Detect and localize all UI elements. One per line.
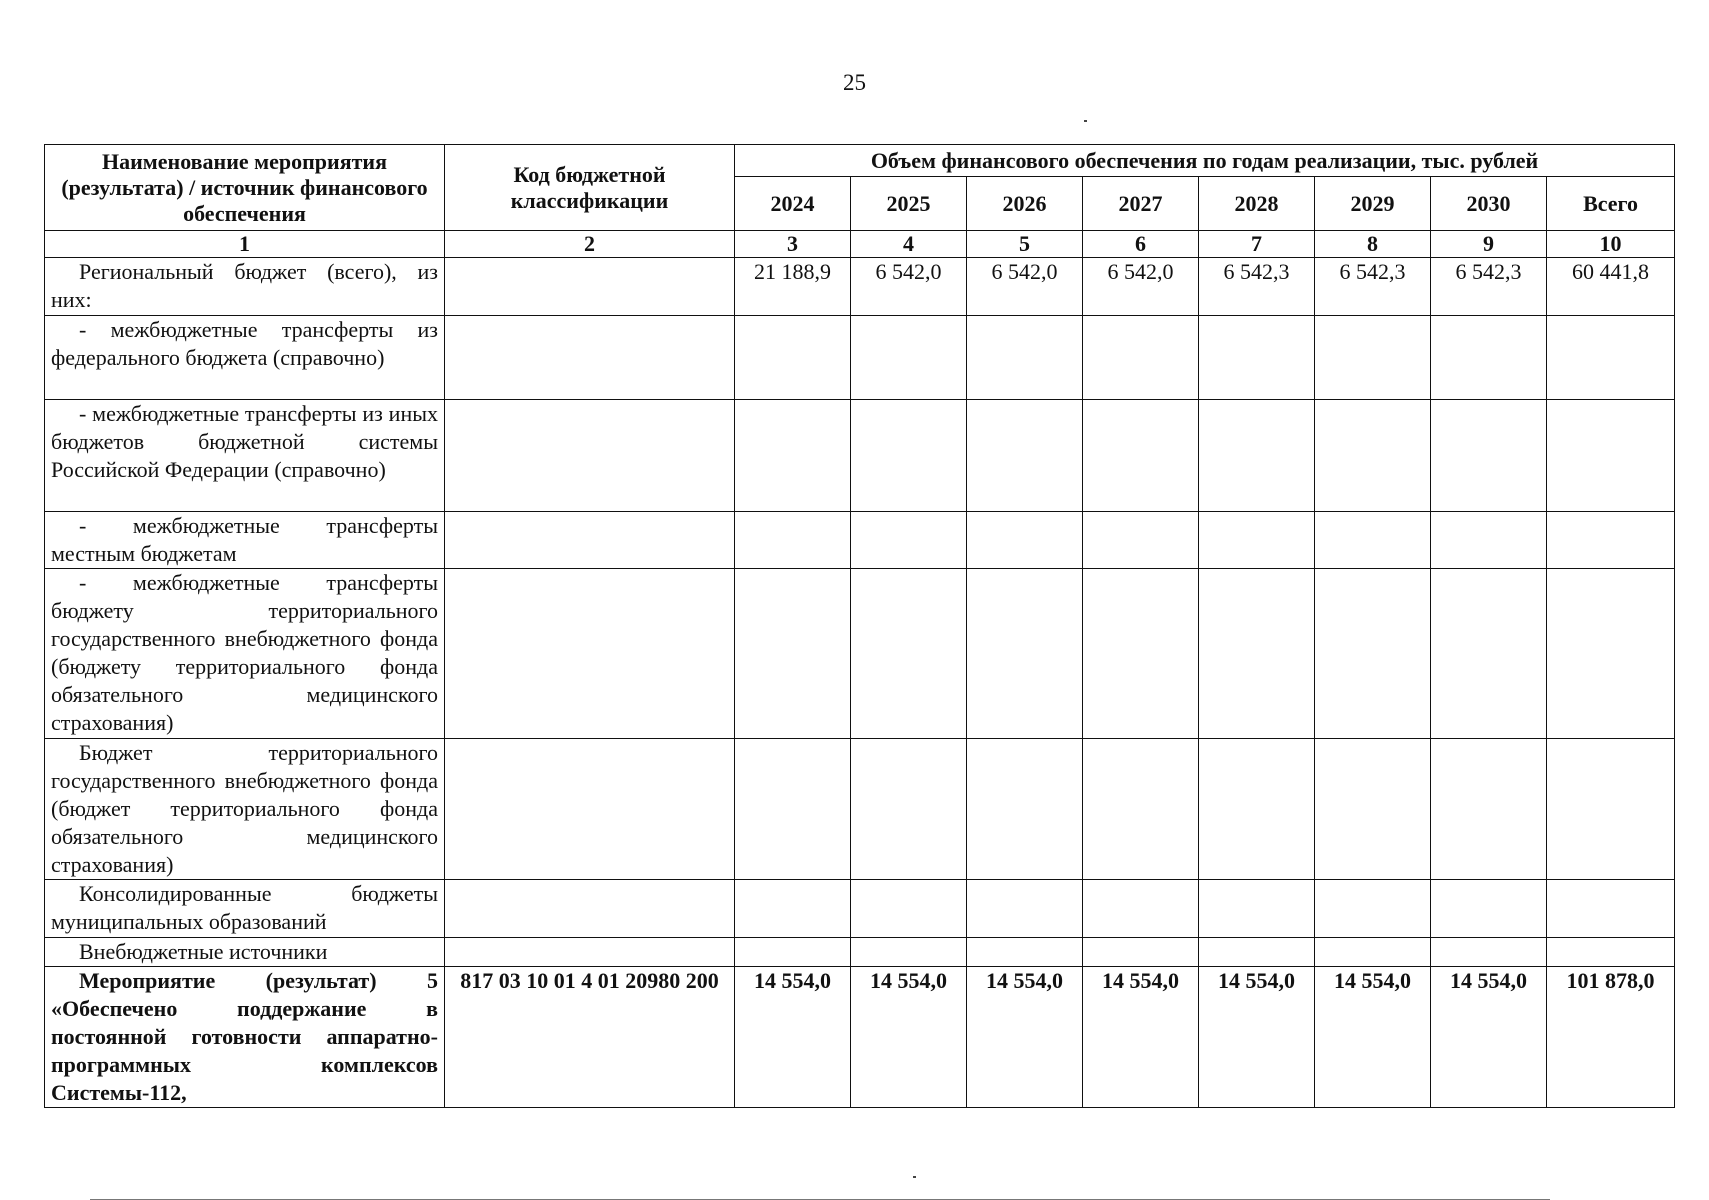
row-code xyxy=(445,569,735,739)
row-value: 6 542,0 xyxy=(967,258,1083,316)
row-name: Бюджет территориального государственного внебюджетного фонда (бюджет территориального фонда обязательного медицинского страхования) xyxy=(45,739,445,880)
table-row xyxy=(45,316,1675,400)
row-value xyxy=(1083,569,1199,739)
row-value xyxy=(967,400,1083,512)
row-value xyxy=(1199,938,1315,967)
row-code xyxy=(445,938,735,967)
column-number: 6 xyxy=(1083,231,1199,258)
row-value xyxy=(1199,400,1315,512)
scan-speck xyxy=(1084,120,1087,122)
row-code xyxy=(445,739,735,880)
row-value: 6 542,3 xyxy=(1315,258,1431,316)
table-row xyxy=(45,967,1675,1108)
row-total xyxy=(1547,316,1675,400)
row-name: - межбюджетные трансферты из иных бюджетов бюджетной системы Российской Федерации (справочно) xyxy=(45,400,445,512)
row-value xyxy=(967,739,1083,880)
row-value xyxy=(1083,316,1199,400)
table-row xyxy=(45,880,1675,938)
row-value xyxy=(1431,938,1547,967)
row-total xyxy=(1547,512,1675,569)
header-year: 2028 xyxy=(1199,177,1315,231)
header-year: 2027 xyxy=(1083,177,1199,231)
row-value xyxy=(735,880,851,938)
header-code-column: Код бюджетной классификации xyxy=(445,145,735,231)
row-total: 60 441,8 xyxy=(1547,258,1675,316)
row-name: Мероприятие (результат) 5 «Обеспечено поддержание в постоянной готовности аппаратно-программных комплексов Системы-112, xyxy=(45,967,445,1108)
row-value xyxy=(1315,880,1431,938)
row-value xyxy=(1315,316,1431,400)
row-value xyxy=(1083,512,1199,569)
row-value: 14 554,0 xyxy=(851,967,967,1108)
row-value: 6 542,0 xyxy=(851,258,967,316)
row-value xyxy=(735,316,851,400)
row-total xyxy=(1547,739,1675,880)
scan-speck xyxy=(913,1176,916,1178)
row-value xyxy=(1199,569,1315,739)
row-name: Внебюджетные источники xyxy=(45,938,445,967)
row-value xyxy=(735,739,851,880)
row-name: - межбюджетные трансферты местным бюджетам xyxy=(45,512,445,569)
row-value xyxy=(851,316,967,400)
row-code xyxy=(445,316,735,400)
row-value xyxy=(1431,512,1547,569)
row-value: 14 554,0 xyxy=(1431,967,1547,1108)
row-value xyxy=(967,512,1083,569)
column-number: 1 xyxy=(45,231,445,258)
row-value xyxy=(1083,739,1199,880)
row-value xyxy=(1199,316,1315,400)
row-name: - межбюджетные трансферты из федерального бюджета (справочно) xyxy=(45,316,445,400)
row-value: 14 554,0 xyxy=(1315,967,1431,1108)
row-value: 14 554,0 xyxy=(1199,967,1315,1108)
table-row xyxy=(45,512,1675,569)
row-value xyxy=(967,938,1083,967)
row-code: 817 03 10 01 4 01 20980 200 xyxy=(445,967,735,1108)
row-value xyxy=(1315,938,1431,967)
header-year: 2025 xyxy=(851,177,967,231)
header-volume-group: Объем финансового обеспечения по годам реализации, тыс. рублей xyxy=(735,145,1675,177)
row-value: 6 542,0 xyxy=(1083,258,1199,316)
row-value xyxy=(735,512,851,569)
row-value xyxy=(1199,739,1315,880)
table-row xyxy=(45,258,1675,316)
page-number: 25 xyxy=(843,70,866,95)
row-value: 6 542,3 xyxy=(1431,258,1547,316)
column-number: 9 xyxy=(1431,231,1547,258)
row-value xyxy=(1431,400,1547,512)
column-number: 8 xyxy=(1315,231,1431,258)
financing-table xyxy=(44,144,1675,1108)
row-value xyxy=(1315,512,1431,569)
table-row xyxy=(45,938,1675,967)
table-row xyxy=(45,400,1675,512)
row-code xyxy=(445,258,735,316)
row-value xyxy=(735,938,851,967)
row-value xyxy=(967,316,1083,400)
row-value xyxy=(1083,938,1199,967)
row-value xyxy=(1199,880,1315,938)
row-value xyxy=(735,569,851,739)
row-value xyxy=(851,512,967,569)
column-number: 2 xyxy=(445,231,735,258)
row-code xyxy=(445,880,735,938)
row-value xyxy=(1431,880,1547,938)
row-total xyxy=(1547,880,1675,938)
row-total xyxy=(1547,400,1675,512)
row-value: 6 542,3 xyxy=(1199,258,1315,316)
row-name: - межбюджетные трансферты бюджету территориального государственного внебюджетного фонда (бюджету территориального фонда обязательного медицинского страхования) xyxy=(45,569,445,739)
header-year: 2026 xyxy=(967,177,1083,231)
row-value xyxy=(851,400,967,512)
row-name: Консолидированные бюджеты муниципальных образований xyxy=(45,880,445,938)
row-value xyxy=(1315,739,1431,880)
row-value xyxy=(1083,880,1199,938)
column-number: 4 xyxy=(851,231,967,258)
row-value xyxy=(1431,316,1547,400)
header-total: Всего xyxy=(1547,177,1675,231)
header-year: 2024 xyxy=(735,177,851,231)
row-code xyxy=(445,512,735,569)
row-value: 14 554,0 xyxy=(967,967,1083,1108)
row-value xyxy=(967,569,1083,739)
row-total xyxy=(1547,938,1675,967)
column-number: 7 xyxy=(1199,231,1315,258)
row-value xyxy=(735,400,851,512)
column-number: 3 xyxy=(735,231,851,258)
row-value xyxy=(1315,569,1431,739)
row-value xyxy=(1199,512,1315,569)
row-value xyxy=(1083,400,1199,512)
column-number: 5 xyxy=(967,231,1083,258)
row-value xyxy=(851,569,967,739)
header-name-column: Наименование мероприятия (результата) / источник финансового обеспечения xyxy=(45,145,445,231)
row-total: 101 878,0 xyxy=(1547,967,1675,1108)
row-value xyxy=(1431,739,1547,880)
row-value xyxy=(1431,569,1547,739)
row-value: 14 554,0 xyxy=(1083,967,1199,1108)
row-value xyxy=(851,938,967,967)
table-row xyxy=(45,739,1675,880)
header-year: 2029 xyxy=(1315,177,1431,231)
column-number: 10 xyxy=(1547,231,1675,258)
header-year: 2030 xyxy=(1431,177,1547,231)
table-row xyxy=(45,569,1675,739)
row-value xyxy=(967,880,1083,938)
row-value: 21 188,9 xyxy=(735,258,851,316)
row-value xyxy=(1315,400,1431,512)
row-value xyxy=(851,739,967,880)
row-value xyxy=(851,880,967,938)
row-code xyxy=(445,400,735,512)
row-value: 14 554,0 xyxy=(735,967,851,1108)
row-total xyxy=(1547,569,1675,739)
row-name: Региональный бюджет (всего), из них: xyxy=(45,258,445,316)
